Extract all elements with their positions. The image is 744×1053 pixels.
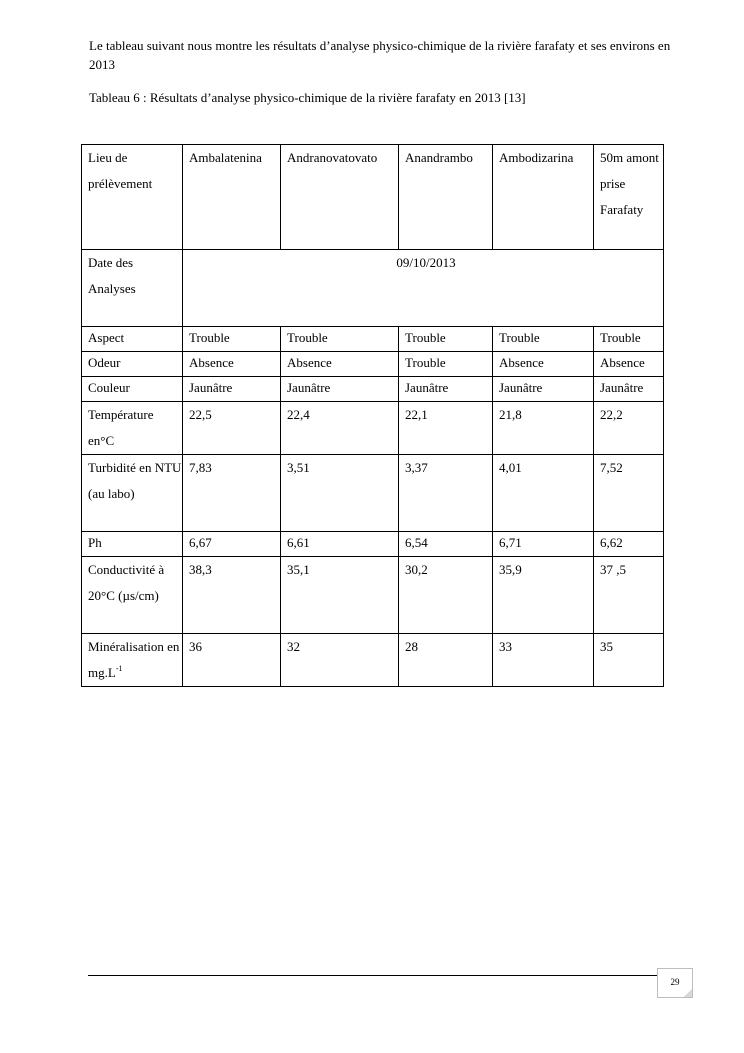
table-header-row <box>82 145 664 250</box>
footer-divider <box>88 975 658 976</box>
row-label-cell: Turbidité en NTU (au labo) <box>82 455 183 532</box>
unit-superscript: -1 <box>115 664 123 673</box>
page-number: 29 <box>670 977 680 987</box>
value-cell: 38,3 <box>183 557 281 634</box>
value-cell: 6,62 <box>594 532 664 557</box>
row-label-cell: Odeur <box>82 352 183 377</box>
table-row <box>82 557 664 634</box>
value-cell: Jaunâtre <box>183 377 281 402</box>
table-row <box>82 402 664 455</box>
value-cell: 22,5 <box>183 402 281 455</box>
table-row <box>82 455 664 532</box>
value-cell: 21,8 <box>493 402 594 455</box>
value-cell: 36 <box>183 634 281 687</box>
value-cell: Trouble <box>399 352 493 377</box>
page-number-box <box>657 968 693 998</box>
value-cell: Absence <box>493 352 594 377</box>
date-row <box>82 250 664 327</box>
date-value-cell: 09/10/2013 <box>183 250 664 327</box>
value-cell: 30,2 <box>399 557 493 634</box>
site-header-cell: Ambodizarina <box>493 145 594 250</box>
value-cell: 3,37 <box>399 455 493 532</box>
value-cell: Jaunâtre <box>594 377 664 402</box>
row-label-text: Minéralisation en mg.L <box>88 639 180 680</box>
table-caption: Tableau 6 : Résultats d’analyse physico-chimique de la rivière farafaty en 2013 [13] <box>89 90 526 105</box>
value-cell: 3,51 <box>281 455 399 532</box>
site-header-cell: Ambalatenina <box>183 145 281 250</box>
value-cell: 7,83 <box>183 455 281 532</box>
value-cell: 28 <box>399 634 493 687</box>
value-cell: 6,61 <box>281 532 399 557</box>
value-cell: Jaunâtre <box>399 377 493 402</box>
value-cell: Absence <box>281 352 399 377</box>
value-cell: 6,71 <box>493 532 594 557</box>
value-cell: 4,01 <box>493 455 594 532</box>
value-cell: 6,67 <box>183 532 281 557</box>
value-cell: 35,1 <box>281 557 399 634</box>
row-label-cell: Ph <box>82 532 183 557</box>
value-cell: 35,9 <box>493 557 594 634</box>
table-row <box>82 352 664 377</box>
table-row <box>82 634 664 687</box>
value-cell: Absence <box>594 352 664 377</box>
value-cell: 22,4 <box>281 402 399 455</box>
value-cell: Jaunâtre <box>493 377 594 402</box>
row-label-cell <box>82 634 183 687</box>
value-cell: 35 <box>594 634 664 687</box>
table-row <box>82 532 664 557</box>
value-cell: Trouble <box>594 327 664 352</box>
value-cell: Absence <box>183 352 281 377</box>
site-header-cell: Andranovatovato <box>281 145 399 250</box>
value-cell: 22,2 <box>594 402 664 455</box>
intro-paragraph: Le tableau suivant nous montre les résultats d’analyse physico-chimique de la rivière farafaty et ses environs en 2013 <box>89 38 671 72</box>
value-cell: 7,52 <box>594 455 664 532</box>
row-label-cell: Couleur <box>82 377 183 402</box>
row-label-cell: Température en°C <box>82 402 183 455</box>
site-header-cell: 50m amont prise Farafaty <box>594 145 664 250</box>
value-cell: 32 <box>281 634 399 687</box>
page-curl-icon <box>684 989 692 997</box>
results-table <box>81 144 664 687</box>
row-label-cell: Conductivité à 20°C (µs/cm) <box>82 557 183 634</box>
site-header-cell: Anandrambo <box>399 145 493 250</box>
row-label-cell: Aspect <box>82 327 183 352</box>
value-cell: 22,1 <box>399 402 493 455</box>
value-cell: Trouble <box>183 327 281 352</box>
date-label-cell: Date des Analyses <box>82 250 183 327</box>
table-row <box>82 327 664 352</box>
table-row <box>82 377 664 402</box>
value-cell: Trouble <box>493 327 594 352</box>
value-cell: Jaunâtre <box>281 377 399 402</box>
value-cell: Trouble <box>399 327 493 352</box>
header-label-cell: Lieu de prélèvement <box>82 145 183 250</box>
value-cell: Trouble <box>281 327 399 352</box>
value-cell: 6,54 <box>399 532 493 557</box>
value-cell: 37 ,5 <box>594 557 664 634</box>
value-cell: 33 <box>493 634 594 687</box>
